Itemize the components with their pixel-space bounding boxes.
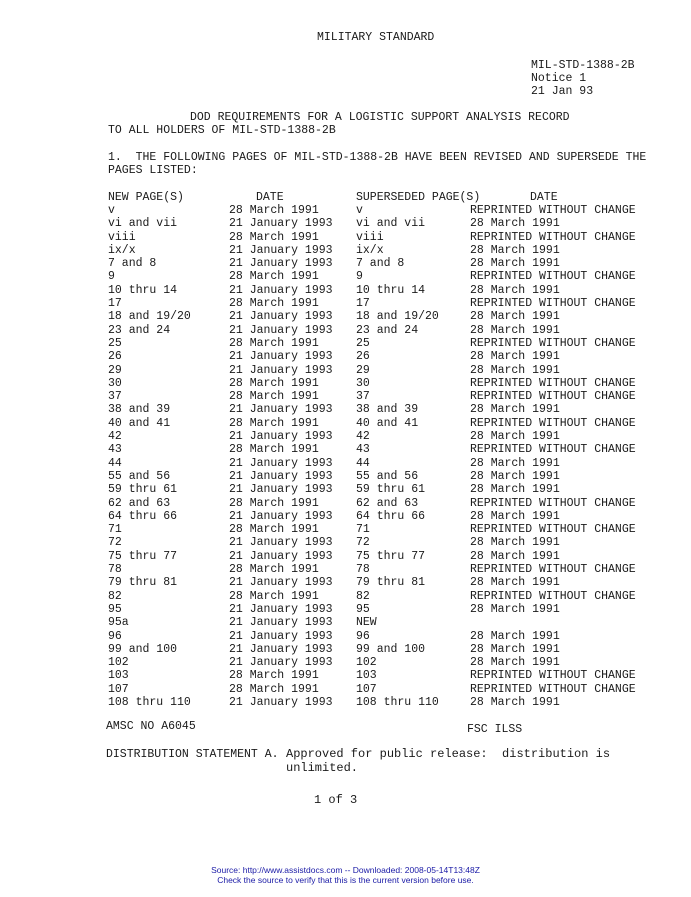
- new-page-cell: 75 thru 77: [108, 549, 178, 563]
- superseded-date-cell: 28 March 1991: [470, 310, 560, 324]
- new-page-cell: 95a: [108, 616, 129, 630]
- table-row: [0, 257, 691, 270]
- new-date-cell: 21 January 1993: [229, 656, 333, 670]
- superseded-page-cell: 62 and 63: [356, 496, 419, 510]
- new-date-cell: 21 January 1993: [229, 509, 333, 523]
- superseded-page-cell: viii: [356, 230, 384, 244]
- superseded-date-cell: 28 March 1991: [470, 576, 560, 590]
- table-row: [0, 656, 691, 669]
- table-row: [0, 297, 691, 310]
- superseded-page-cell: 18 and 19/20: [356, 310, 439, 324]
- superseded-page-cell: 29: [356, 363, 370, 377]
- superseded-date-cell: 28 March 1991: [470, 323, 560, 337]
- new-date-cell: 21 January 1993: [229, 642, 333, 656]
- distribution-label: DISTRIBUTION STATEMENT A.: [106, 748, 279, 761]
- superseded-page-cell: 55 and 56: [356, 469, 419, 483]
- document-title: MILITARY STANDARD: [317, 31, 435, 44]
- source-line[interactable]: Source: http://www.assistdocs.com -- Downloaded: 2008-05-14T13:48Z: [211, 865, 480, 875]
- superseded-page-cell: 7 and 8: [356, 257, 405, 271]
- superseded-page-cell: 107: [356, 682, 377, 696]
- superseded-page-cell: 71: [356, 523, 370, 537]
- table-row: [0, 536, 691, 549]
- table-row: [0, 364, 691, 377]
- new-page-cell: 42: [108, 430, 122, 444]
- new-date-cell: 28 March 1991: [229, 376, 319, 390]
- superseded-date-cell: 28 March 1991: [470, 363, 560, 377]
- superseded-page-cell: 44: [356, 456, 370, 470]
- superseded-page-cell: 96: [356, 629, 370, 643]
- new-page-cell: 9: [108, 270, 115, 284]
- superseded-page-cell: 103: [356, 669, 377, 683]
- table-row: [0, 403, 691, 416]
- new-page-cell: 108 thru 110: [108, 695, 191, 709]
- new-page-cell: vi and vii: [108, 217, 178, 231]
- table-row: [0, 510, 691, 523]
- superseded-page-cell: 42: [356, 430, 370, 444]
- superseded-page-cell: 40 and 41: [356, 416, 419, 430]
- instruction-line-1: 1. THE FOLLOWING PAGES OF MIL-STD-1388-2B HAVE BEEN REVISED AND SUPERSEDE THE: [108, 151, 647, 164]
- superseded-date-cell: 28 March 1991: [470, 430, 560, 444]
- new-date-cell: 21 January 1993: [229, 257, 333, 271]
- superseded-page-cell: 82: [356, 589, 370, 603]
- table-row: [0, 497, 691, 510]
- new-page-cell: 7 and 8: [108, 257, 157, 271]
- superseded-page-cell: vi and vii: [356, 217, 426, 231]
- notice-number: Notice 1: [531, 72, 587, 85]
- new-page-cell: 37: [108, 390, 122, 404]
- new-date-cell: 28 March 1991: [229, 669, 319, 683]
- new-date-cell: 21 January 1993: [229, 602, 333, 616]
- new-page-cell: 96: [108, 629, 122, 643]
- superseded-date-cell: REPRINTED WITHOUT CHANGE: [470, 669, 636, 683]
- new-page-cell: 25: [108, 336, 122, 350]
- new-date-cell: 28 March 1991: [229, 230, 319, 244]
- table-row: [0, 377, 691, 390]
- new-date-cell: 21 January 1993: [229, 243, 333, 257]
- new-page-cell: 107: [108, 682, 129, 696]
- new-page-cell: 99 and 100: [108, 642, 178, 656]
- new-page-cell: 59 thru 61: [108, 483, 178, 497]
- table-row: [0, 616, 691, 629]
- superseded-page-cell: 59 thru 61: [356, 483, 426, 497]
- new-page-cell: 102: [108, 656, 129, 670]
- superseded-date-cell: REPRINTED WITHOUT CHANGE: [470, 336, 636, 350]
- superseded-date-cell: 28 March 1991: [470, 257, 560, 271]
- superseded-date-cell: REPRINTED WITHOUT CHANGE: [470, 376, 636, 390]
- table-row: [0, 244, 691, 257]
- superseded-date-cell: REPRINTED WITHOUT CHANGE: [470, 390, 636, 404]
- new-page-cell: 17: [108, 297, 122, 311]
- header-new-date: DATE: [256, 191, 284, 204]
- superseded-page-cell: 102: [356, 656, 377, 670]
- table-row: [0, 350, 691, 363]
- new-date-cell: 21 January 1993: [229, 456, 333, 470]
- table-row: [0, 590, 691, 603]
- new-date-cell: 21 January 1993: [229, 310, 333, 324]
- new-date-cell: 21 January 1993: [229, 549, 333, 563]
- superseded-date-cell: REPRINTED WITHOUT CHANGE: [470, 496, 636, 510]
- superseded-page-cell: 23 and 24: [356, 323, 419, 337]
- new-page-cell: 62 and 63: [108, 496, 171, 510]
- superseded-date-cell: REPRINTED WITHOUT CHANGE: [470, 589, 636, 603]
- new-page-cell: 38 and 39: [108, 403, 171, 417]
- superseded-date-cell: REPRINTED WITHOUT CHANGE: [470, 270, 636, 284]
- new-date-cell: 21 January 1993: [229, 483, 333, 497]
- revision-table: [0, 204, 691, 709]
- superseded-page-cell: 99 and 100: [356, 642, 426, 656]
- table-row: [0, 669, 691, 682]
- superseded-page-cell: v: [356, 204, 363, 217]
- superseded-page-cell: 37: [356, 390, 370, 404]
- table-row: [0, 270, 691, 283]
- superseded-date-cell: 28 March 1991: [470, 350, 560, 364]
- table-row: [0, 643, 691, 656]
- table-row: [0, 430, 691, 443]
- superseded-date-cell: REPRINTED WITHOUT CHANGE: [470, 230, 636, 244]
- table-row: [0, 217, 691, 230]
- superseded-page-cell: 38 and 39: [356, 403, 419, 417]
- table-row: [0, 523, 691, 536]
- table-row: [0, 390, 691, 403]
- new-date-cell: 21 January 1993: [229, 616, 333, 630]
- new-date-cell: 28 March 1991: [229, 204, 319, 217]
- superseded-date-cell: REPRINTED WITHOUT CHANGE: [470, 416, 636, 430]
- superseded-date-cell: 28 March 1991: [470, 602, 560, 616]
- new-page-cell: viii: [108, 230, 136, 244]
- table-row: [0, 603, 691, 616]
- new-date-cell: 28 March 1991: [229, 390, 319, 404]
- superseded-date-cell: 28 March 1991: [470, 217, 560, 231]
- table-row: [0, 630, 691, 643]
- instruction-line-2: PAGES LISTED:: [108, 164, 198, 177]
- new-date-cell: 21 January 1993: [229, 323, 333, 337]
- new-page-cell: 82: [108, 589, 122, 603]
- new-date-cell: 28 March 1991: [229, 270, 319, 284]
- superseded-date-cell: 28 March 1991: [470, 549, 560, 563]
- new-date-cell: 21 January 1993: [229, 217, 333, 231]
- superseded-page-cell: 72: [356, 536, 370, 550]
- new-page-cell: 79 thru 81: [108, 576, 178, 590]
- new-page-cell: 103: [108, 669, 129, 683]
- superseded-page-cell: 9: [356, 270, 363, 284]
- new-page-cell: 95: [108, 602, 122, 616]
- header-superseded-date: DATE: [530, 191, 558, 204]
- superseded-date-cell: 28 March 1991: [470, 456, 560, 470]
- table-row: [0, 324, 691, 337]
- table-row: [0, 683, 691, 696]
- superseded-page-cell: NEW: [356, 616, 377, 630]
- table-row: [0, 696, 691, 709]
- new-page-cell: v: [108, 204, 115, 217]
- superseded-date-cell: 28 March 1991: [470, 483, 560, 497]
- superseded-page-cell: 95: [356, 602, 370, 616]
- new-date-cell: 21 January 1993: [229, 350, 333, 364]
- table-row: [0, 563, 691, 576]
- table-row: [0, 337, 691, 350]
- superseded-date-cell: 28 March 1991: [470, 469, 560, 483]
- new-page-cell: 44: [108, 456, 122, 470]
- table-row: [0, 457, 691, 470]
- new-page-cell: 43: [108, 443, 122, 457]
- superseded-page-cell: 43: [356, 443, 370, 457]
- new-date-cell: 21 January 1993: [229, 363, 333, 377]
- header-new-pages: NEW PAGE(S): [108, 191, 184, 204]
- new-date-cell: 21 January 1993: [229, 403, 333, 417]
- new-page-cell: 55 and 56: [108, 469, 171, 483]
- new-date-cell: 21 January 1993: [229, 469, 333, 483]
- superseded-page-cell: 26: [356, 350, 370, 364]
- superseded-page-cell: 108 thru 110: [356, 695, 439, 709]
- table-row: [0, 231, 691, 244]
- table-row: [0, 483, 691, 496]
- superseded-page-cell: 79 thru 81: [356, 576, 426, 590]
- header-superseded-pages: SUPERSEDED PAGE(S): [356, 191, 481, 204]
- new-page-cell: 40 and 41: [108, 416, 171, 430]
- distribution-text-2: unlimited.: [286, 761, 359, 775]
- superseded-date-cell: 28 March 1991: [470, 536, 560, 550]
- table-row: [0, 417, 691, 430]
- new-date-cell: 28 March 1991: [229, 443, 319, 457]
- addressee-line: TO ALL HOLDERS OF MIL-STD-1388-2B: [108, 124, 336, 137]
- new-page-cell: 64 thru 66: [108, 509, 178, 523]
- new-page-cell: 18 and 19/20: [108, 310, 191, 324]
- new-page-cell: 30: [108, 376, 122, 390]
- superseded-date-cell: REPRINTED WITHOUT CHANGE: [470, 204, 636, 217]
- new-date-cell: 28 March 1991: [229, 297, 319, 311]
- subject-line: DOD REQUIREMENTS FOR A LOGISTIC SUPPORT ANALYSIS RECORD: [190, 111, 570, 124]
- superseded-page-cell: 17: [356, 297, 370, 311]
- table-row: [0, 470, 691, 483]
- new-date-cell: 21 January 1993: [229, 430, 333, 444]
- superseded-date-cell: 28 March 1991: [470, 243, 560, 257]
- superseded-page-cell: 10 thru 14: [356, 283, 426, 297]
- superseded-date-cell: REPRINTED WITHOUT CHANGE: [470, 443, 636, 457]
- superseded-date-cell: REPRINTED WITHOUT CHANGE: [470, 297, 636, 311]
- new-date-cell: 28 March 1991: [229, 336, 319, 350]
- new-page-cell: 29: [108, 363, 122, 377]
- superseded-page-cell: 25: [356, 336, 370, 350]
- new-page-cell: 71: [108, 523, 122, 537]
- table-row: [0, 443, 691, 456]
- notice-date: 21 Jan 93: [531, 85, 594, 98]
- table-row: [0, 576, 691, 589]
- verify-line: Check the source to verify that this is the current version before use.: [217, 875, 474, 885]
- superseded-page-cell: 75 thru 77: [356, 549, 426, 563]
- superseded-date-cell: 28 March 1991: [470, 656, 560, 670]
- new-date-cell: 28 March 1991: [229, 682, 319, 696]
- superseded-date-cell: 28 March 1991: [470, 403, 560, 417]
- superseded-page-cell: 30: [356, 376, 370, 390]
- new-date-cell: 21 January 1993: [229, 283, 333, 297]
- new-date-cell: 21 January 1993: [229, 576, 333, 590]
- amsc-number: AMSC NO A6045: [106, 720, 196, 733]
- table-row: [0, 310, 691, 323]
- new-date-cell: 28 March 1991: [229, 563, 319, 577]
- superseded-page-cell: 64 thru 66: [356, 509, 426, 523]
- superseded-date-cell: REPRINTED WITHOUT CHANGE: [470, 563, 636, 577]
- new-date-cell: 21 January 1993: [229, 536, 333, 550]
- superseded-date-cell: REPRINTED WITHOUT CHANGE: [470, 682, 636, 696]
- table-row: [0, 204, 691, 217]
- new-page-cell: 78: [108, 563, 122, 577]
- new-date-cell: 28 March 1991: [229, 496, 319, 510]
- superseded-date-cell: REPRINTED WITHOUT CHANGE: [470, 523, 636, 537]
- new-page-cell: 26: [108, 350, 122, 364]
- new-date-cell: 28 March 1991: [229, 416, 319, 430]
- superseded-date-cell: 28 March 1991: [470, 695, 560, 709]
- new-page-cell: 10 thru 14: [108, 283, 178, 297]
- page-number: 1 of 3: [314, 793, 358, 807]
- superseded-date-cell: 28 March 1991: [470, 283, 560, 297]
- distribution-text-1: Approved for public release: distribution is: [286, 747, 611, 761]
- new-page-cell: 72: [108, 536, 122, 550]
- table-row: [0, 550, 691, 563]
- new-date-cell: 28 March 1991: [229, 523, 319, 537]
- new-page-cell: 23 and 24: [108, 323, 171, 337]
- table-row: [0, 284, 691, 297]
- superseded-page-cell: 78: [356, 563, 370, 577]
- superseded-date-cell: 28 March 1991: [470, 629, 560, 643]
- superseded-date-cell: 28 March 1991: [470, 642, 560, 656]
- superseded-page-cell: ix/x: [356, 243, 384, 257]
- new-date-cell: 21 January 1993: [229, 695, 333, 709]
- document-id: MIL-STD-1388-2B: [531, 59, 635, 72]
- fsc-code: FSC ILSS: [467, 723, 523, 736]
- new-page-cell: ix/x: [108, 243, 136, 257]
- new-date-cell: 28 March 1991: [229, 589, 319, 603]
- superseded-date-cell: 28 March 1991: [470, 509, 560, 523]
- new-date-cell: 21 January 1993: [229, 629, 333, 643]
